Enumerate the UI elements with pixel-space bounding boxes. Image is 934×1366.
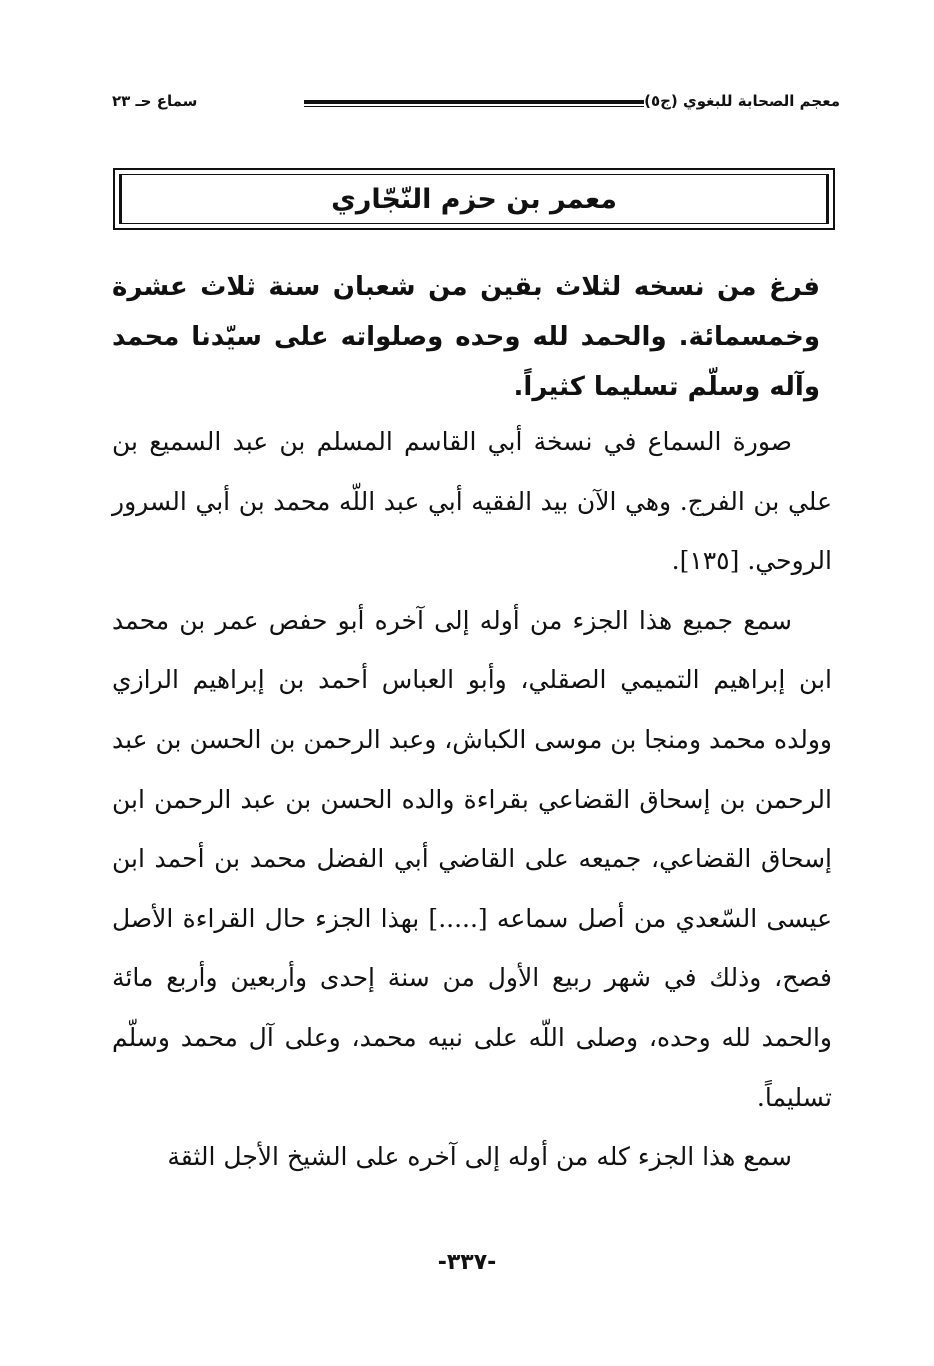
body-text [112, 412, 832, 1187]
book-title: معجم الصحابة للبغوي (ج٥) [644, 92, 840, 110]
colophon: فرغ من نسخه لثلاث بقين من شعبان سنة ثلاث عشرة وخمسمائة. والحمد لله وحده وصلواته على سيّدنا محمد وآله وسلّم تسليما كثيراً. [112, 272, 820, 402]
paragraph-audience: سمع جميع هذا الجزء من أوله إلى آخره أبو حفص عمر بن محمد ابن إبراهيم التميمي الصقلي، وأبو العباس أحمد بن إبراهيم الرازي وولده محمد ومنجا بن موسى الكباش، وعبد الرحمن بن الحسن بن عبد الرحمن بن إسحاق القضاعي بقراءة والده الحسن بن عبد الرحمن ابن إسحاق القضاعي، جميعه على القاضي أبي الفضل محمد بن أحمد ابن عيسى السّعدي من أصل سماعه [.....] بهذا الجزء حال القراءة الأصل فصح، وذلك في شهر ربيع الأول من سنة إحدى وأربعين وأربع مائة والحمد لله وحده، وصلى اللّه على نبيه محمد، وعلى آل محمد وسلّم تسليماً. [111, 605, 832, 1112]
running-header [112, 92, 840, 116]
header-rule [304, 100, 644, 107]
title-frame [113, 168, 835, 230]
paragraph-second-sama: سمع هذا الجزء كله من أوله إلى آخره على الشيخ الأجل الثقة [167, 1142, 792, 1172]
sama-label: سماع حـ ٢٣ [112, 92, 198, 110]
paragraph-sama-image: صورة السماع في نسخة أبي القاسم المسلم بن عبد السميع بن علي بن الفرج. وهي الآن بيد الفقيه أبي عبد اللّه محمد بن أبي السرور الروحي. [١٣٥]. [112, 427, 832, 576]
page-title: معمر بن حزم النّجّاري [331, 183, 617, 215]
title-inner-frame [119, 174, 829, 224]
page-number: -٣٣٧- [437, 1250, 497, 1275]
